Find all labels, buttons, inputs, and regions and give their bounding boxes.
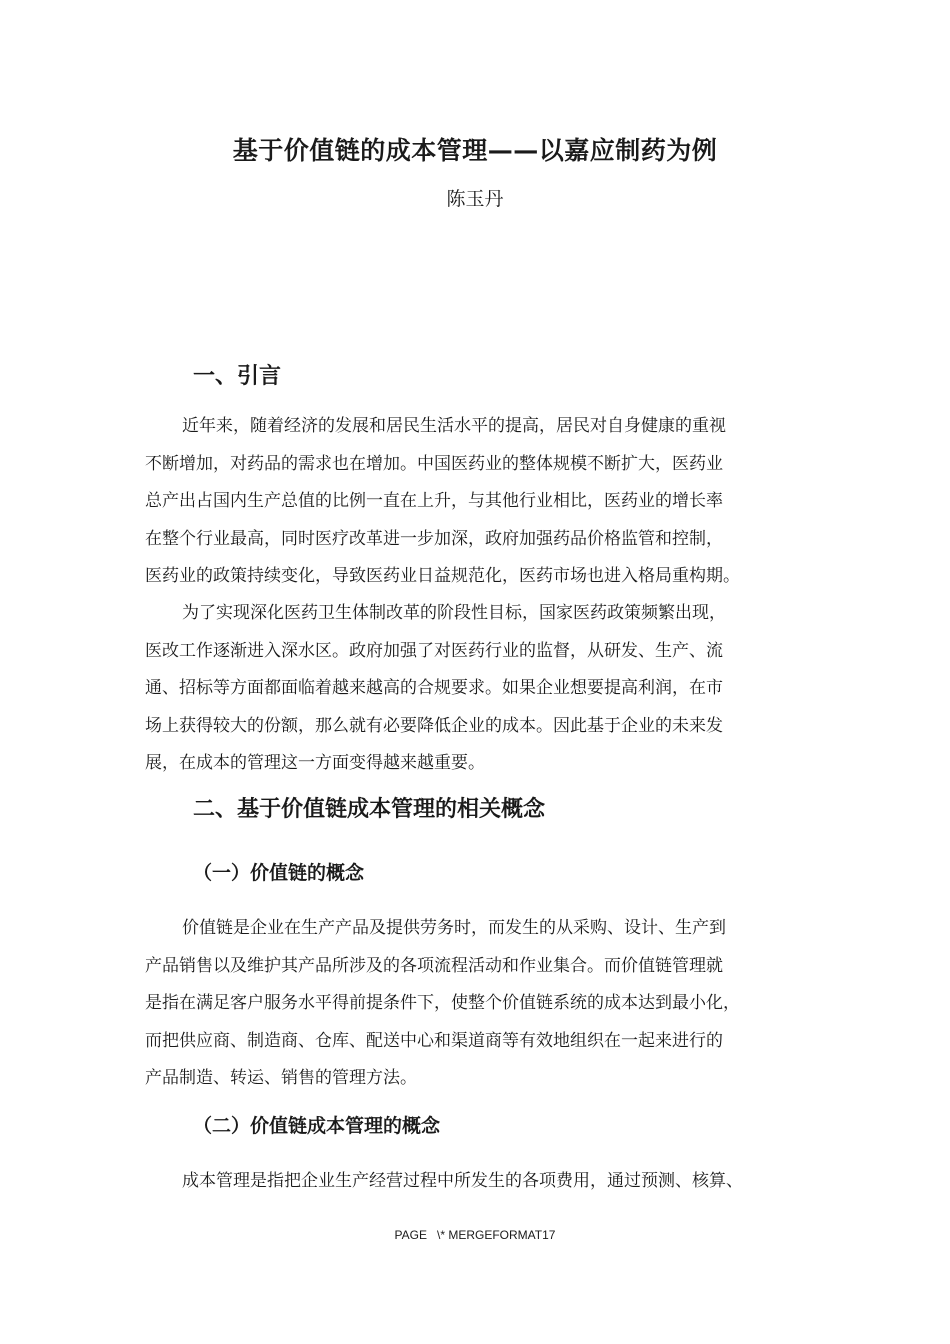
text-line: 场上获得较大的份额，那么就有必要降低企业的成本。因此基于企业的未来发 [145,715,723,736]
paragraph-introduction-1 [145,408,815,596]
text-line: 总产出占国内生产总值的比例一直在上升，与其他行业相比，医药业的增长率 [145,491,723,511]
text-line: 产品制造、转运、销售的管理方法。 [145,1068,417,1088]
author-name: 陈玉丹 [446,188,504,210]
subsection-heading-cost-management: （二）价值链成本管理的概念 [193,1115,441,1137]
subsection-heading-value-chain: （一）价值链的概念 [193,862,365,884]
text-line: 而把供应商、制造商、仓库、配送中心和渠道商等有效地组织在一起来进行的 [145,1030,723,1051]
text-line: 成本管理是指把企业生产经营过程中所发生的各项费用，通过预测、核算、 [182,1171,743,1191]
text-line: 不断增加，对药品的需求也在增加。中国医药业的整体规模不断扩大，医药业 [145,453,723,474]
page-number-field: PAGE \* MERGEFORMAT17 [394,1228,556,1242]
paragraph-value-chain [145,910,815,1098]
text-line: 产品销售以及维护其产品所涉及的各项流程活动和作业集合。而价值链管理就 [145,955,723,976]
text-line: 通、招标等方面都面临着越来越高的合规要求。如果企业想要提高利润，在市 [145,678,723,698]
section-heading-introduction: 一、引言 [193,364,282,389]
text-line: 医药业的政策持续变化，导致医药业日益规范化，医药市场也进入格局重构期。 [145,566,740,586]
paragraph-cost-management [145,1163,815,1201]
section-heading-concepts: 二、基于价值链成本管理的相关概念 [193,797,546,822]
text-line: 为了实现深化医药卫生体制改革的阶段性目标，国家医药政策频繁出现， [182,603,726,623]
text-line: 展，在成本的管理这一方面变得越来越重要。 [145,753,485,773]
text-line: 价值链是企业在生产产品及提供劳务时，而发生的从采购、设计、生产到 [182,918,726,938]
document-title: 基于价值链的成本管理——以嘉应制药为例 [232,136,718,165]
text-line: 在整个行业最高，同时医疗改革进一步加深，政府加强药品价格监管和控制， [145,528,723,549]
paragraph-introduction-2 [145,595,815,783]
text-line: 医改工作逐渐进入深水区。政府加强了对医药行业的监督，从研发、生产、流 [145,640,723,661]
text-line: 近年来，随着经济的发展和居民生活水平的提高，居民对自身健康的重视 [182,416,726,436]
text-line: 是指在满足客户服务水平得前提条件下，使整个价值链系统的成本达到最小化， [145,993,740,1013]
